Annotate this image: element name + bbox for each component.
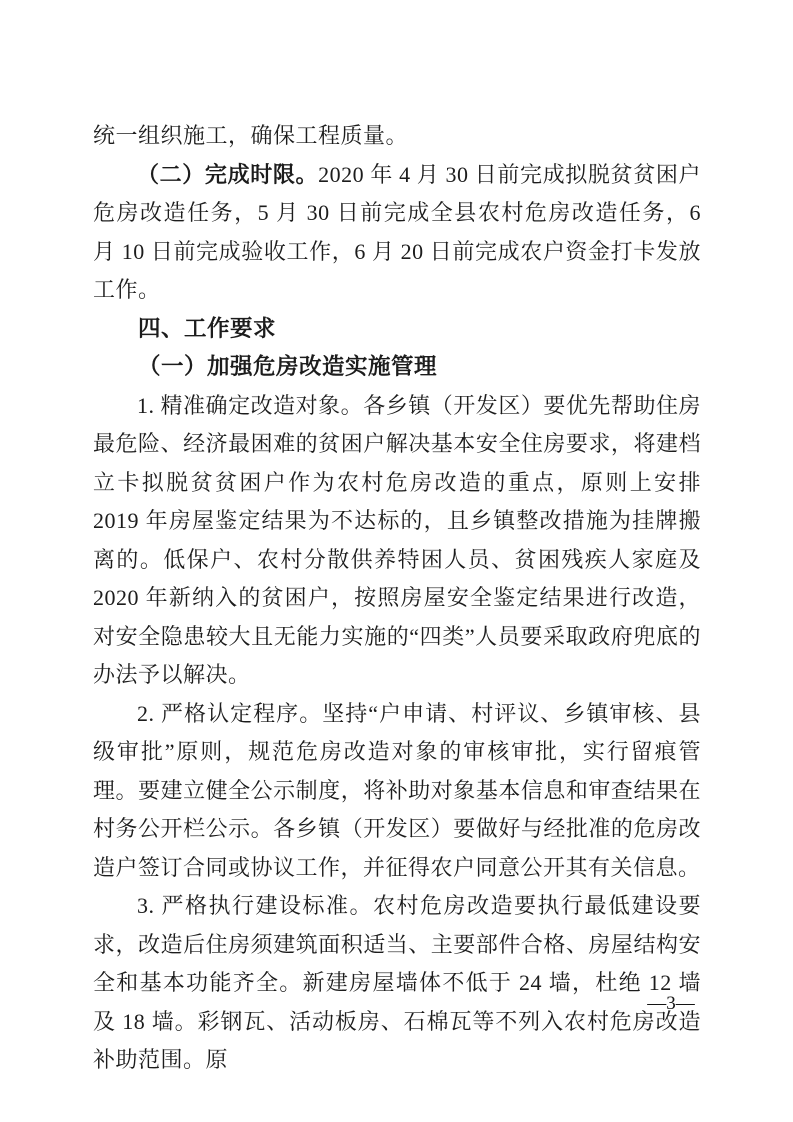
section-4-heading: 四、工作要求 [138, 315, 277, 341]
section-2-text: 2020 年 4 月 30 日前完成拟脱贫贫困户危房改造任务，5 月 30 日前完成全县农村危房改造任务，6 月 10 日前完成验收工作，6 月 20 日前完成农户资金打卡发放工作。 [93, 161, 701, 302]
section-2-paragraph [93, 156, 701, 310]
numbered-item-3: 3. 严格执行建设标准。农村危房改造要执行最低建设要求，改造后住房须建筑面积适当、主要部件合格、房屋结构安全和基本功能齐全。新建房屋墙体不低于 24 墙，杜绝 12 墙及 18 墙。彩钢瓦、活动板房、石棉瓦等不列入农村危房改造补助范围。原 [93, 893, 701, 1072]
section-4-1-heading: （一）加强危房改造实施管理 [138, 354, 438, 379]
document-body [93, 117, 701, 1080]
continuation-paragraph: 统一组织施工，确保工程质量。 [93, 123, 409, 148]
numbered-item-2: 2. 严格认定程序。坚持“户申请、村评议、乡镇审核、县级审批”原则，规范危房改造对象的审核审批，实行留痕管理。要建立健全公示制度，将补助对象基本信息和审查结果在村务公开栏公示。各乡镇（开发区）要做好与经批准的危房改造户签订合同或协议工作，并征得农户同意公开其有关信息。 [93, 700, 701, 880]
numbered-item-1: 1. 精准确定改造对象。各乡镇（开发区）要优先帮助住房最危险、经济最困难的贫困户解决基本安全住房要求，将建档立卡拟脱贫贫困户作为农村危房改造的重点，原则上安排 2019 年房屋鉴定结果为不达标的，且乡镇整改措施为挂牌搬离的。低保户、农村分散供养特困人员、贫困残疾人家庭及 2020 年新纳入的贫困户，按照房屋安全鉴定结果进行改造，对安全隐患较大且无能力实施的“四类”人员要采取政府兜底的办法予以解决。 [93, 392, 701, 687]
section-2-inline-heading: （二）完成时限。 [137, 161, 319, 187]
page-number: —3— [647, 993, 695, 1014]
